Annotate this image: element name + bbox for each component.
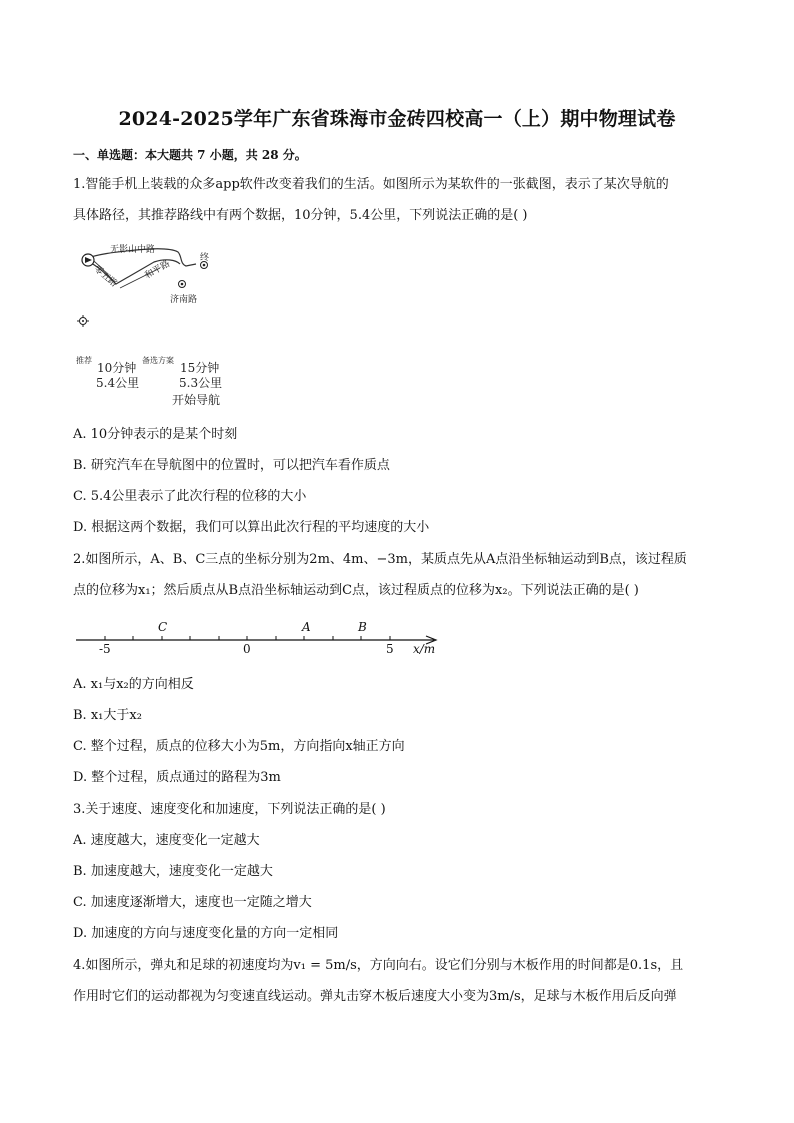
map-road-label-3: 和平路 xyxy=(143,259,172,282)
axis-point-a: A xyxy=(302,620,311,634)
nav-recommend-time: 10分钟 xyxy=(97,361,137,375)
axis-unit-label: x/m xyxy=(413,642,436,656)
axis-tick-pos5: 5 xyxy=(386,642,394,656)
q2-option-a: A. x₁与x₂的方向相反 xyxy=(73,677,194,692)
nav-alt-tag: 备选方案 xyxy=(142,356,174,365)
map-place-label: 济南路 xyxy=(170,295,198,305)
nav-recommend-tag: 推荐 xyxy=(76,356,92,365)
map-road-label-2: 零五路 xyxy=(91,264,119,290)
q4-stem-line2: 作用时它们的运动都视为匀变速直线运动。弹丸击穿木板后速度大小变为3m/s，足球与木板作用后反向弹 xyxy=(73,989,677,1004)
q1-option-b: B. 研究汽车在导航图中的位置时，可以把汽车看作质点 xyxy=(73,458,390,473)
nav-recommend-distance: 5.4公里 xyxy=(96,376,140,390)
q4-stem-line1: 4.如图所示，弹丸和足球的初速度均为v₁ = 5m/s，方向向右。设它们分别与木板作用的时间都是0.1s，且 xyxy=(73,958,684,973)
q3-option-a: A. 速度越大，速度变化一定越大 xyxy=(73,833,260,848)
nav-alt-distance: 5.3公里 xyxy=(179,376,223,390)
axis-point-c: C xyxy=(158,620,168,634)
q3-stem: 3.关于速度、速度变化和加速度，下列说法正确的是( ) xyxy=(73,802,386,817)
q1-stem-line1: 1.智能手机上装载的众多app软件改变着我们的生活。如图所示为某软件的一张截图，表示了某次导航的 xyxy=(73,177,669,192)
q2-stem-line1: 2.如图所示，A、B、C三点的坐标分别为2m、4m、−3m，某质点先从A点沿坐标轴运动到B点，该过程质 xyxy=(73,552,687,567)
axis-point-b: B xyxy=(358,620,367,634)
section-heading: 一、单选题：本大题共 7 小题，共 28 分。 xyxy=(73,148,307,162)
map-road-label-1: 无影山中路 xyxy=(110,245,156,255)
q1-stem-line2: 具体路径，其推荐路线中有两个数据，10分钟，5.4公里，下列说法正确的是( ) xyxy=(73,208,528,223)
q2-option-c: C. 整个过程，质点的位移大小为5m，方向指向x轴正方向 xyxy=(73,739,405,754)
q3-option-c: C. 加速度逐渐增大，速度也一定随之增大 xyxy=(73,895,312,910)
page-title: 2024-2025学年广东省珠海市金砖四校高一（上）期中物理试卷 xyxy=(118,108,676,130)
axis-tick-neg5: -5 xyxy=(99,642,111,656)
q3-option-d: D. 加速度的方向与速度变化量的方向一定相同 xyxy=(73,926,339,941)
q2-option-d: D. 整个过程，质点通过的路程为3m xyxy=(73,770,281,785)
map-end-label: 终 xyxy=(200,253,210,263)
q3-option-b: B. 加速度越大，速度变化一定越大 xyxy=(73,864,273,879)
locate-icon xyxy=(77,315,89,327)
q2-option-b: B. x₁大于x₂ xyxy=(73,708,142,723)
nav-start-button: 开始导航 xyxy=(172,393,221,407)
nav-alt-time: 15分钟 xyxy=(180,361,220,375)
q1-option-d: D. 根据这两个数据，我们可以算出此次行程的平均速度的大小 xyxy=(73,520,430,535)
q1-option-a: A. 10分钟表示的是某个时刻 xyxy=(73,427,238,442)
axis-tick-zero: 0 xyxy=(243,642,251,656)
q1-option-c: C. 5.4公里表示了此次行程的位移的大小 xyxy=(73,489,307,504)
q2-stem-line2: 点的位移为x₁；然后质点从B点沿坐标轴运动到C点，该过程质点的位移为x₂。下列说法正确的是( ) xyxy=(73,583,639,598)
